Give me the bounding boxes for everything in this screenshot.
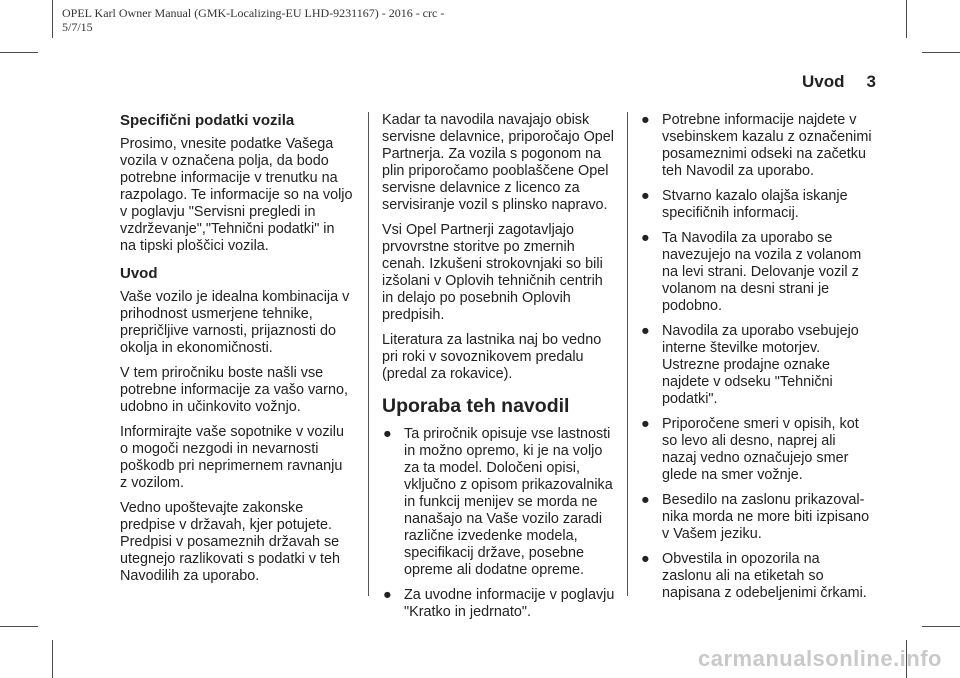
right-column bbox=[640, 112, 880, 610]
crop-mark bbox=[922, 52, 960, 53]
bullet-icon: ● bbox=[641, 323, 650, 339]
print-metadata-line: 5/7/15 bbox=[62, 20, 93, 34]
list-item bbox=[382, 426, 620, 579]
column-divider bbox=[627, 112, 628, 596]
list-item-text: Potrebne informacije najdete v vsebinskem kazalu z označenimi posameznimi odseki na začetku teh Navodil za uporabo. bbox=[662, 112, 872, 179]
bullet-icon: ● bbox=[641, 188, 650, 204]
list-item bbox=[640, 551, 880, 602]
print-metadata-line: OPEL Karl Owner Manual (GMK-Localizing-EU LHD-9231167) - 2016 - crc - bbox=[62, 6, 445, 20]
list-item bbox=[640, 112, 880, 180]
bullet-icon: ● bbox=[641, 112, 650, 128]
list-item-text: Obvestila in opozorila na zaslonu ali na etiketah so napisana z odebeljenimi črkami. bbox=[662, 551, 867, 601]
bullet-icon: ● bbox=[383, 587, 392, 603]
list-item-text: Ta priročnik opisuje vse lastnosti in možno opremo, ki je na voljo za ta model. Določeni opisi, vključno z opisom prikazovalnika in funkcij menijev se morda ne nanašajo na Vaše vozilo zaradi različne izvedenke modela, specifikacij države, posebne opreme ali dodatne opreme. bbox=[404, 426, 613, 578]
paragraph: Kadar ta navodila navajajo obisk servisne delavnice, priporočajo Opel Partnerja. Za vozila s pogonom na plin priporočamo pooblaščene Opel servisne delavnice z licenco za servisiranje vozil s plinsko napravo. bbox=[382, 112, 614, 213]
list-item-text: Ta Navodila za uporabo se navezujejo na vozila z volanom na levi strani. Delovanje vozil z volanom na desni strani je podobno. bbox=[662, 230, 862, 314]
list-item bbox=[640, 416, 880, 484]
bullet-icon: ● bbox=[641, 551, 650, 567]
list-item-text: Navodila za uporabo vsebujejo interne številke motorjev. Ustrezne prodajne oznake najdete v odseku "Tehnični podatki". bbox=[662, 323, 859, 407]
list-item-text: Besedilo na zaslonu prikazoval- nika morda ne more biti izpisano v Vašem jeziku. bbox=[662, 492, 870, 542]
list-item bbox=[640, 492, 880, 543]
bullet-list bbox=[382, 426, 620, 621]
middle-column bbox=[382, 112, 620, 629]
paragraph: V tem priročniku boste našli vse potrebne informacije za vašo varno, udobno in učinkovito vožnjo. bbox=[120, 365, 348, 415]
paragraph: Literatura za lastnika naj bo vedno pri roki v sovoznikovem predalu (predal za rokavice). bbox=[382, 332, 602, 382]
bullet-icon: ● bbox=[641, 492, 650, 508]
section-heading: Specifični podatki vozila bbox=[120, 112, 295, 129]
crop-mark bbox=[0, 626, 38, 627]
paragraph: Vaše vozilo je idealna kombinacija v prihodnost usmerjene tehnike, prepričljive varnosti, prijaznosti do okolja in ekonomičnosti. bbox=[120, 289, 350, 356]
list-item bbox=[640, 188, 880, 222]
crop-mark bbox=[52, 640, 53, 678]
section-title: Uvod bbox=[802, 72, 845, 91]
crop-mark bbox=[906, 0, 907, 38]
bullet-icon: ● bbox=[641, 230, 650, 246]
paragraph: Vsi Opel Partnerji zagotavljajo prvovrstne storitve po zmernih cenah. Izkušeni strokovnjaki so bili izšolani v Oplovih tehničnih centrih in delajo po posebnih Oplovih predpisih. bbox=[382, 222, 603, 323]
list-item-text: Priporočene smeri v opisih, kot so levo ali desno, naprej ali nazaj vedno označujejo smer glede na smer vožnje. bbox=[662, 416, 859, 483]
paragraph: Informirajte vaše sopotnike v vozilu o mogoči nezgodi in nevarnosti poškodb pri neprimernem ravnanju z vozilom. bbox=[120, 424, 344, 491]
page-number: 3 bbox=[866, 72, 876, 91]
paragraph: Prosimo, vnesite podatke Vašega vozila v označena polja, da bodo potrebne informacije v trenutku na razpolago. Te informacije so na voljo v poglavju "Servisni pregledi in vzdrževanje","Tehnični podatki" in na tipski ploščici vozila. bbox=[120, 136, 353, 254]
watermark: carmanualsonline.info bbox=[698, 646, 942, 671]
bullet-icon: ● bbox=[383, 426, 392, 442]
list-item bbox=[640, 323, 880, 408]
bullet-list bbox=[640, 112, 880, 602]
list-item bbox=[382, 587, 620, 621]
chapter-heading: Uporaba teh navodil bbox=[382, 395, 570, 417]
print-metadata bbox=[62, 6, 444, 34]
left-column bbox=[120, 112, 365, 593]
bullet-icon: ● bbox=[641, 416, 650, 432]
list-item bbox=[640, 230, 880, 315]
crop-mark bbox=[922, 626, 960, 627]
list-item-text: Za uvodne informacije v poglavju "Kratko in jedrnato". bbox=[404, 587, 615, 620]
paragraph: Vedno upoštevajte zakonske predpise v državah, kjer potujete. Predpisi v posameznih državah se utegnejo razlikovati s podatki v teh Navodilih za uporabo. bbox=[120, 500, 340, 584]
list-item-text: Stvarno kazalo olajša iskanje specifičnih informacij. bbox=[662, 188, 848, 221]
running-head bbox=[802, 72, 876, 92]
crop-mark bbox=[52, 0, 53, 38]
section-heading: Uvod bbox=[120, 265, 158, 282]
crop-mark bbox=[0, 52, 38, 53]
column-divider bbox=[368, 112, 369, 596]
